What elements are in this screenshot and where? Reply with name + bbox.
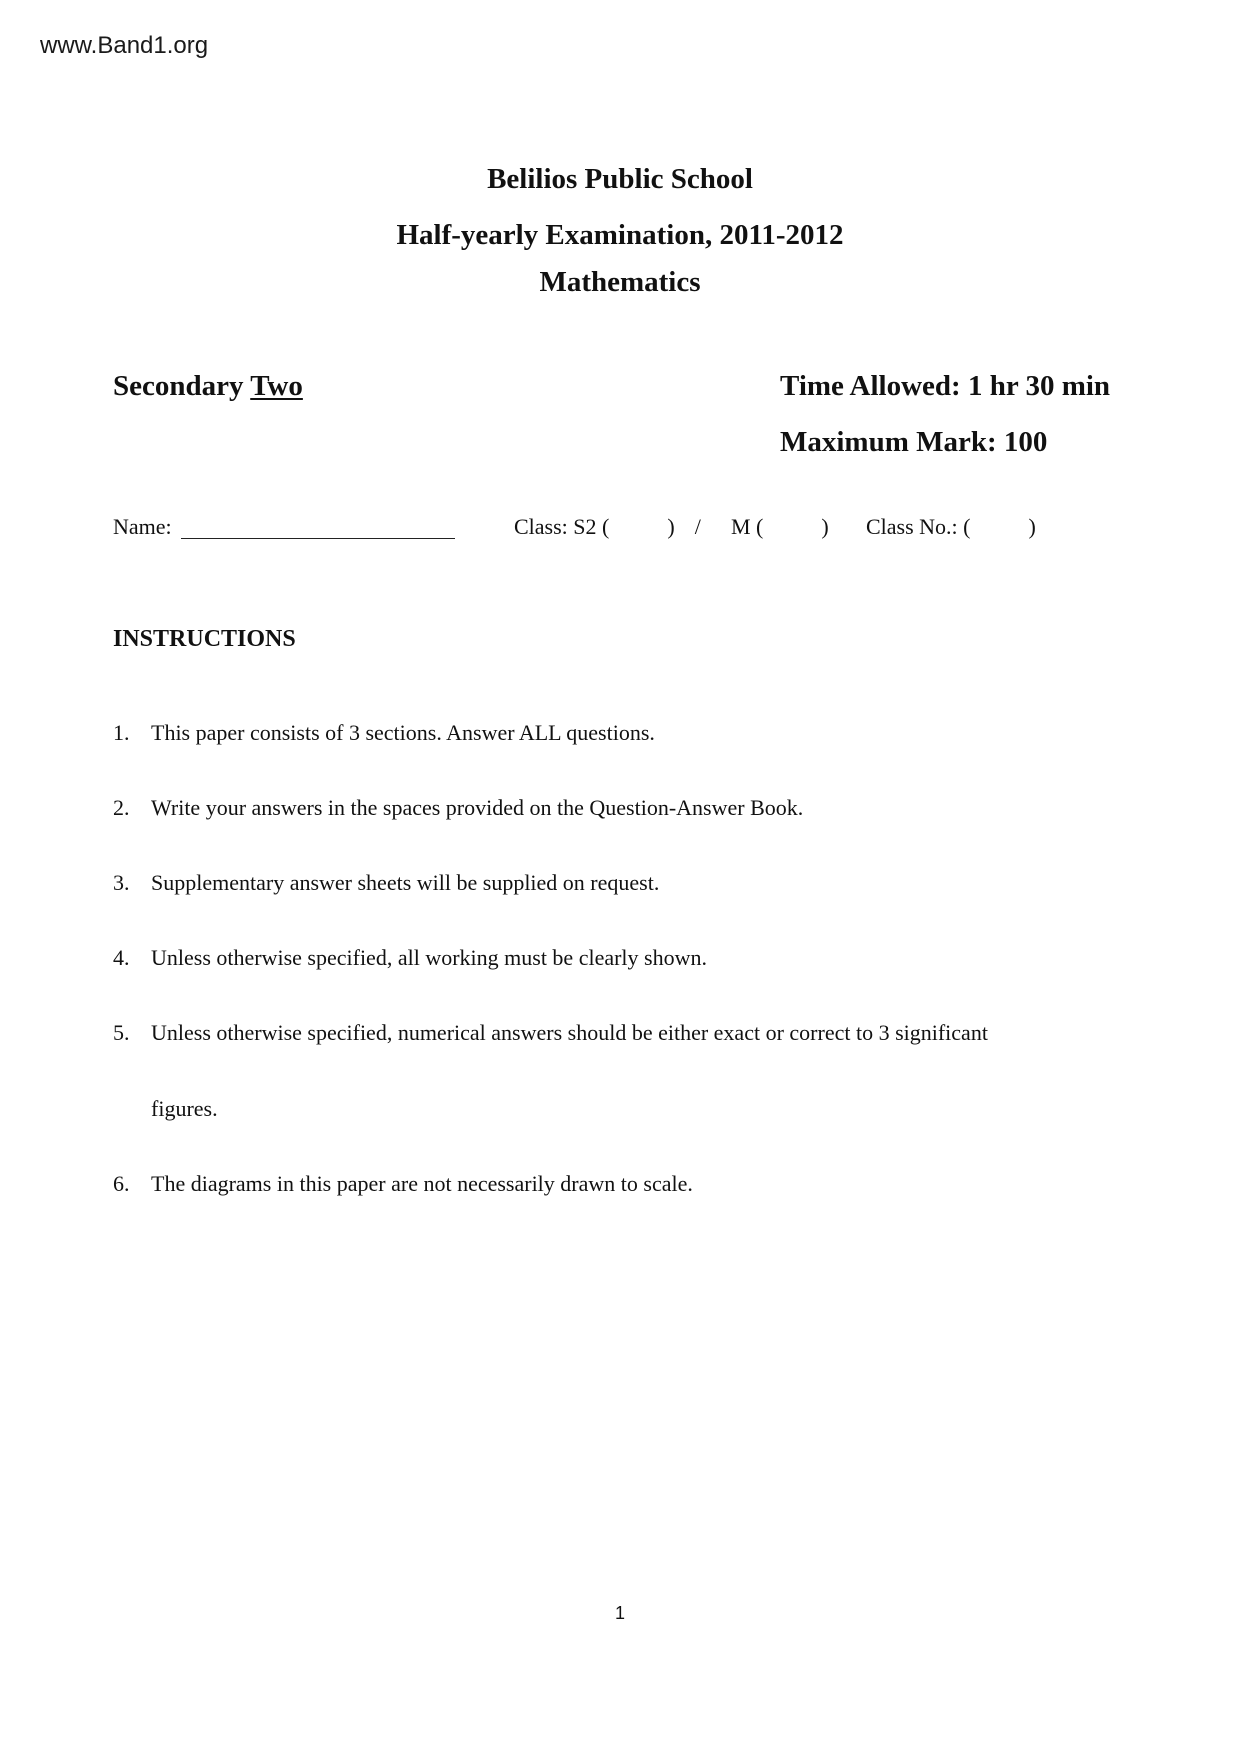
item-number: 6. <box>113 1171 130 1196</box>
class-no-label: Class No.: ( <box>866 514 971 539</box>
item-text: The diagrams in this paper are not necessarily drawn to scale. <box>151 1171 693 1196</box>
class-field[interactable] <box>514 514 701 540</box>
class-no-close: ) <box>1028 514 1036 539</box>
item-number: 3. <box>113 870 130 895</box>
page-number: 1 <box>614 1603 625 1623</box>
level-prefix: Secondary <box>113 370 251 402</box>
item-number: 5. <box>113 1020 130 1045</box>
item-text: Supplementary answer sheets will be supplied on request. <box>151 870 660 895</box>
m-field[interactable] <box>731 514 829 540</box>
maximum-mark: Maximum Mark: 100 <box>780 426 1048 458</box>
item-text: Unless otherwise specified, numerical answers should be either exact or correct to 3 significant <box>151 1020 988 1045</box>
instructions-heading: INSTRUCTIONS <box>113 626 296 652</box>
m-label: M ( <box>731 514 764 539</box>
item-text: Unless otherwise specified, all working must be clearly shown. <box>151 945 707 970</box>
exam-title: Half-yearly Examination, 2011-2012 <box>396 219 844 251</box>
watermark: www.Band1.org <box>40 32 209 59</box>
class-close: ) <box>667 514 675 539</box>
instruction-item <box>113 945 707 971</box>
item-text: Write your answers in the spaces provided on the Question-Answer Book. <box>151 795 804 820</box>
m-close: ) <box>821 514 829 539</box>
class-separator: / <box>694 514 701 539</box>
school-name: Belilios Public School <box>487 163 753 195</box>
item-text: This paper consists of 3 sections. Answer ALL questions. <box>151 720 655 745</box>
item-number: 4. <box>113 945 130 970</box>
instruction-item <box>113 795 803 821</box>
instruction-item-continuation: figures. <box>151 1096 218 1121</box>
level-value: Two <box>250 370 303 402</box>
instruction-item <box>113 870 659 896</box>
level-label <box>113 370 303 403</box>
instruction-item <box>113 720 655 746</box>
class-no-field[interactable] <box>866 514 1036 540</box>
name-label: Name: <box>113 514 172 539</box>
item-number: 1. <box>113 720 130 745</box>
class-label: Class: S2 ( <box>514 514 610 539</box>
name-field[interactable] <box>181 538 455 539</box>
instruction-item <box>113 1020 988 1046</box>
subject-title: Mathematics <box>539 266 701 298</box>
instruction-item <box>113 1171 693 1197</box>
item-number: 2. <box>113 795 130 820</box>
time-allowed: Time Allowed: 1 hr 30 min <box>780 370 1111 402</box>
